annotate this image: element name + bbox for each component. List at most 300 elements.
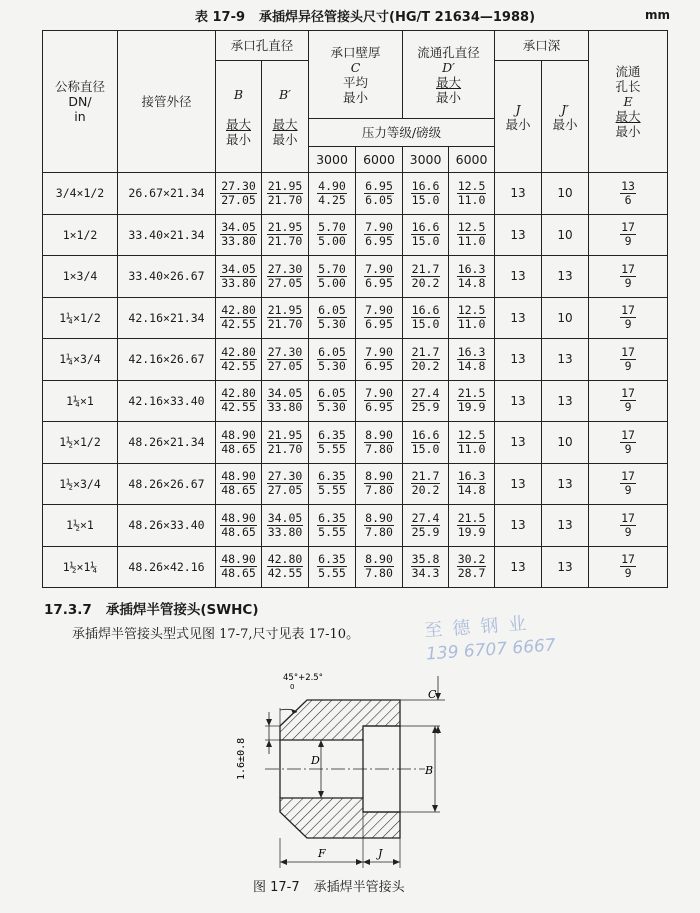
- cell-b-min: 42.55: [221, 400, 256, 415]
- cell-b: [216, 546, 262, 588]
- header-min-e: 最小: [615, 124, 641, 139]
- cell-c-3000: [309, 463, 356, 505]
- cell-c-3000-max: 5.70: [318, 220, 346, 235]
- cell-c-3000-min: 4.25: [318, 192, 346, 207]
- cell-j: 13: [495, 546, 542, 588]
- table-title-text: 承插焊异径管接头尺寸(HG/T 21634—1988): [259, 10, 536, 25]
- cell-dn: 1½×1/2: [43, 422, 118, 464]
- cell-d-6000-max: 16.3: [457, 469, 486, 484]
- cell-c-3000-max: 5.70: [318, 261, 346, 276]
- header-flow-len-l2: 孔长: [615, 79, 641, 94]
- cell-c-6000: [356, 463, 403, 505]
- cell-b-min: 42.55: [221, 358, 256, 373]
- bottom-wall-section: [280, 798, 400, 838]
- cell-d-3000-max: 21.7: [411, 344, 440, 359]
- cell-j: 13: [495, 422, 542, 464]
- table-row: [43, 297, 668, 339]
- cell-d-3000-min: 34.3: [411, 566, 440, 581]
- cell-c-3000-max: 6.35: [318, 552, 346, 567]
- section-heading: [44, 598, 259, 618]
- header-flow-len: [589, 31, 668, 173]
- cell-d-6000: [449, 505, 495, 547]
- cell-j-prime: 13: [542, 505, 589, 547]
- cell-od: 42.16×26.67: [118, 339, 216, 381]
- cell-b-min: 48.65: [221, 483, 256, 498]
- section-title: 承插焊半管接头(SWHC): [105, 602, 259, 618]
- cell-b-max: 42.80: [221, 386, 256, 401]
- cell-e-max: 17: [621, 552, 635, 567]
- cell-e: [589, 380, 668, 422]
- cell-d-3000-min: 20.2: [411, 483, 440, 498]
- cell-c-3000-min: 5.30: [318, 400, 346, 415]
- cell-b-prime-min: 27.05: [267, 358, 303, 373]
- cell-d-3000: [403, 422, 449, 464]
- cell-c-6000-max: 8.90: [365, 469, 393, 484]
- cell-j: 13: [495, 214, 542, 256]
- cell-b-prime-min: 21.70: [267, 192, 303, 207]
- cell-c-6000-max: 7.90: [365, 220, 393, 235]
- cell-b-max: 42.80: [221, 303, 256, 318]
- cell-od: 48.26×21.34: [118, 422, 216, 464]
- table-caption: [40, 6, 690, 28]
- cell-c-3000-max: 6.05: [318, 303, 346, 318]
- cell-j-prime: 13: [542, 546, 589, 588]
- cell-c-3000: [309, 173, 356, 215]
- header-pressure: 压力等级/磅级: [309, 119, 495, 147]
- cell-b-min: 48.65: [221, 441, 256, 456]
- cell-b-max: 48.90: [221, 469, 256, 484]
- cell-c-3000-max: 6.05: [318, 386, 346, 401]
- spec-table: [42, 30, 668, 588]
- cell-e-max: 17: [621, 261, 635, 276]
- cell-j-prime: 10: [542, 422, 589, 464]
- cell-e: [589, 214, 668, 256]
- cell-j: 13: [495, 256, 542, 298]
- table-row: [43, 422, 668, 464]
- cell-d-6000: [449, 214, 495, 256]
- cell-c-3000: [309, 297, 356, 339]
- cell-c-3000: [309, 256, 356, 298]
- cell-d-6000-max: 30.2: [457, 552, 486, 567]
- cell-b: [216, 422, 262, 464]
- header-socket-bore: 承口孔直径: [216, 31, 309, 61]
- cell-j: 13: [495, 463, 542, 505]
- cell-c-3000-min: 5.00: [318, 234, 346, 249]
- cell-j-prime: 10: [542, 173, 589, 215]
- cell-d-6000-max: 16.3: [457, 344, 486, 359]
- cell-e: [589, 173, 668, 215]
- header-j: [495, 61, 542, 173]
- half-coupling-drawing: [225, 668, 475, 873]
- cell-c-6000-max: 7.90: [365, 303, 393, 318]
- cell-b-prime-max: 21.95: [267, 220, 303, 235]
- header-b-min: 最小: [225, 131, 251, 147]
- cell-j-prime: 13: [542, 339, 589, 381]
- header-max-d: 最大: [436, 74, 462, 90]
- header-jp-min: 最小: [552, 116, 578, 132]
- cell-d-3000-max: 27.4: [411, 386, 440, 401]
- cell-od: 48.26×26.67: [118, 463, 216, 505]
- table-row: [43, 546, 668, 588]
- cell-d-3000-max: 16.6: [411, 427, 440, 442]
- cell-d-3000-min: 15.0: [411, 192, 440, 207]
- cell-b-max: 48.90: [221, 510, 256, 525]
- cell-j: 13: [495, 297, 542, 339]
- figure-title: 承插焊半管接头: [313, 880, 405, 895]
- cell-b-prime: [262, 256, 309, 298]
- cell-j-prime: 13: [542, 380, 589, 422]
- cell-b-prime-max: 34.05: [267, 386, 303, 401]
- cell-e-max: 17: [621, 344, 635, 359]
- cell-e-max: 17: [621, 220, 635, 235]
- cell-e-max: 17: [621, 427, 635, 442]
- cell-d-6000-max: 21.5: [457, 386, 486, 401]
- cell-d-6000-min: 28.7: [457, 566, 486, 581]
- label-angle: 45°+2.5°: [283, 673, 323, 683]
- header-c: C: [350, 59, 361, 75]
- header-b-sym: B: [233, 86, 244, 102]
- cell-d-6000-min: 19.9: [457, 400, 486, 415]
- cell-e: [589, 505, 668, 547]
- label-b: B: [425, 764, 434, 777]
- cell-c-3000: [309, 505, 356, 547]
- cell-b-prime-max: 27.30: [267, 344, 303, 359]
- header-class-d3000: 3000: [403, 147, 449, 173]
- watermark: [423, 608, 556, 665]
- cell-c-3000-min: 5.30: [318, 317, 346, 332]
- cell-e-min: 9: [624, 234, 632, 249]
- cell-c-3000-max: 4.90: [318, 178, 346, 193]
- cell-b-min: 48.65: [221, 524, 256, 539]
- cell-od: 42.16×21.34: [118, 297, 216, 339]
- cell-e-max: 17: [621, 386, 635, 401]
- cell-d-6000: [449, 173, 495, 215]
- cell-d-6000: [449, 339, 495, 381]
- header-j-sym: J: [515, 101, 521, 117]
- table-row: [43, 505, 668, 547]
- cell-c-3000: [309, 339, 356, 381]
- header-nominal: [43, 31, 118, 173]
- table-row: [43, 380, 668, 422]
- cell-b-min: 33.80: [221, 275, 256, 290]
- cell-d-6000: [449, 422, 495, 464]
- label-j: J: [378, 847, 383, 860]
- cell-c-6000-max: 7.90: [365, 261, 393, 276]
- cell-c-6000: [356, 380, 403, 422]
- header-flow-bore-label: 流通孔直径: [417, 44, 480, 60]
- cell-b-prime-max: 27.30: [267, 469, 303, 484]
- cell-d-6000-min: 14.8: [457, 275, 486, 290]
- cell-d-3000: [403, 297, 449, 339]
- cell-d-3000-min: 15.0: [411, 441, 440, 456]
- cell-b-prime: [262, 546, 309, 588]
- cell-c-6000: [356, 173, 403, 215]
- cell-d-3000: [403, 380, 449, 422]
- table-row: [43, 173, 668, 215]
- cell-d-3000: [403, 214, 449, 256]
- header-socket-depth: 承口深: [495, 31, 589, 61]
- cell-b: [216, 339, 262, 381]
- cell-e-max: 13: [621, 178, 635, 193]
- body-paragraph: 承插焊半管接头型式见图 17-7,尺寸见表 17-10。: [72, 627, 360, 642]
- cell-b-min: 27.05: [221, 192, 256, 207]
- cell-e-min: 9: [624, 524, 632, 539]
- cell-d-6000-max: 16.3: [457, 261, 486, 276]
- table-title: [40, 6, 690, 25]
- header-j-min: 最小: [505, 116, 531, 132]
- header-nominal-l1: 公称直径: [54, 79, 105, 94]
- cell-c-3000-min: 5.55: [318, 524, 346, 539]
- cell-b-prime-min: 33.80: [267, 524, 303, 539]
- cell-b-min: 33.80: [221, 234, 256, 249]
- cell-b-prime: [262, 339, 309, 381]
- cell-c-3000: [309, 422, 356, 464]
- cell-d-6000-max: 21.5: [457, 510, 486, 525]
- cell-c-3000-max: 6.35: [318, 427, 346, 442]
- cell-d-3000: [403, 256, 449, 298]
- cell-d-3000-max: 16.6: [411, 178, 440, 193]
- cell-c-6000-max: 8.90: [365, 552, 393, 567]
- cell-dn: 1×1/2: [43, 214, 118, 256]
- top-wall-section: [280, 700, 400, 740]
- cell-d-3000-max: 16.6: [411, 220, 440, 235]
- cell-e-max: 17: [621, 510, 635, 525]
- table-row: [43, 256, 668, 298]
- cell-d-6000: [449, 380, 495, 422]
- cell-d-3000-min: 25.9: [411, 400, 440, 415]
- cell-b-prime-min: 21.70: [267, 317, 303, 332]
- cell-d-6000-min: 11.0: [457, 441, 486, 456]
- header-avg: 平均: [343, 74, 369, 90]
- cell-b-prime-min: 33.80: [267, 400, 303, 415]
- cell-d-3000: [403, 173, 449, 215]
- cell-c-6000-min: 6.95: [365, 234, 393, 249]
- cell-b-prime: [262, 214, 309, 256]
- header-nominal-l2: DN/: [68, 94, 92, 109]
- cell-b-min: 48.65: [221, 566, 256, 581]
- cell-c-6000: [356, 546, 403, 588]
- header-b-prime: [262, 61, 309, 173]
- cell-od: 33.40×21.34: [118, 214, 216, 256]
- cell-b: [216, 463, 262, 505]
- header-bp-max: 最大: [272, 116, 298, 132]
- header-class-c6000: 6000: [356, 147, 403, 173]
- cell-d-3000-max: 21.7: [411, 469, 440, 484]
- cell-b-prime-max: 21.95: [267, 303, 303, 318]
- cell-e-min: 9: [624, 275, 632, 290]
- table-row: [43, 463, 668, 505]
- cell-b: [216, 256, 262, 298]
- label-d: D: [311, 754, 320, 767]
- header-max-e: 最大: [615, 109, 641, 124]
- cell-d-6000-min: 11.0: [457, 192, 486, 207]
- cell-b: [216, 505, 262, 547]
- cell-c-3000-max: 6.35: [318, 510, 346, 525]
- cell-e: [589, 339, 668, 381]
- cell-b: [216, 214, 262, 256]
- cell-dn: 1¼×3/4: [43, 339, 118, 381]
- cell-c-3000-min: 5.55: [318, 566, 346, 581]
- cell-c-6000-max: 8.90: [365, 427, 393, 442]
- header-e: E: [623, 94, 633, 109]
- cell-e-min: 9: [624, 441, 632, 456]
- cell-od: 26.67×21.34: [118, 173, 216, 215]
- cell-b-prime: [262, 380, 309, 422]
- header-class-d6000: 6000: [449, 147, 495, 173]
- watermark-line1: 至德钢业: [423, 612, 537, 642]
- cell-d-6000: [449, 297, 495, 339]
- cell-d-3000: [403, 546, 449, 588]
- header-wall: [309, 31, 403, 119]
- cell-c-6000-min: 7.80: [365, 483, 393, 498]
- header-wall-label: 承口壁厚: [330, 44, 381, 60]
- cell-od: 48.26×42.16: [118, 546, 216, 588]
- figure-number: 图 17-7: [253, 880, 300, 895]
- cell-c-6000: [356, 339, 403, 381]
- cell-d-3000-min: 15.0: [411, 317, 440, 332]
- cell-e-min: 9: [624, 400, 632, 415]
- cell-b-prime-min: 27.05: [267, 275, 303, 290]
- section-number: 17.3.7: [44, 602, 92, 618]
- cell-c-6000-max: 7.90: [365, 386, 393, 401]
- cell-dn: 3/4×1/2: [43, 173, 118, 215]
- label-left-dim: 1.6±0.8: [236, 737, 247, 780]
- watermark-line2: 139 6707 6667: [425, 635, 557, 665]
- header-bp-sym: B′: [278, 86, 292, 102]
- cell-od: 33.40×26.67: [118, 256, 216, 298]
- cell-e-min: 9: [624, 483, 632, 498]
- cell-d-3000-min: 15.0: [411, 234, 440, 249]
- header-j-prime: [542, 61, 589, 173]
- cell-dn: 1½×3/4: [43, 463, 118, 505]
- cell-b: [216, 297, 262, 339]
- cell-b-prime-max: 21.95: [267, 427, 303, 442]
- cell-c-3000-min: 5.55: [318, 441, 346, 456]
- cell-j-prime: 10: [542, 214, 589, 256]
- cell-e: [589, 422, 668, 464]
- header-d-prime: D′: [442, 59, 455, 75]
- cell-e: [589, 463, 668, 505]
- cell-c-3000: [309, 546, 356, 588]
- cell-b-prime-min: 21.70: [267, 234, 303, 249]
- table-row: [43, 339, 668, 381]
- cell-c-6000-min: 7.80: [365, 441, 393, 456]
- cell-e: [589, 546, 668, 588]
- cell-d-6000-min: 14.8: [457, 483, 486, 498]
- cell-b: [216, 380, 262, 422]
- cell-e-max: 17: [621, 469, 635, 484]
- cell-dn: 1½×1¼: [43, 546, 118, 588]
- cell-e-min: 9: [624, 358, 632, 373]
- cell-d-6000-min: 19.9: [457, 524, 486, 539]
- cell-b-max: 34.05: [221, 220, 256, 235]
- cell-d-6000-max: 12.5: [457, 220, 486, 235]
- cell-d-3000-min: 20.2: [411, 358, 440, 373]
- cell-d-6000-min: 14.8: [457, 358, 486, 373]
- cell-j-prime: 13: [542, 256, 589, 298]
- header-b-max: 最大: [225, 116, 251, 132]
- cell-b-prime: [262, 173, 309, 215]
- cell-b-prime-max: 27.30: [267, 261, 303, 276]
- cell-b-prime-min: 21.70: [267, 441, 303, 456]
- cell-d-3000-min: 20.2: [411, 275, 440, 290]
- cell-b-max: 48.90: [221, 552, 256, 567]
- table-number: 表 17-9: [194, 10, 246, 25]
- cell-c-3000-min: 5.55: [318, 483, 346, 498]
- header-b: [216, 61, 262, 173]
- cell-d-6000-max: 12.5: [457, 303, 486, 318]
- cell-d-6000-min: 11.0: [457, 234, 486, 249]
- cell-od: 48.26×33.40: [118, 505, 216, 547]
- cell-d-3000: [403, 505, 449, 547]
- cell-j: 13: [495, 173, 542, 215]
- cell-c-3000: [309, 214, 356, 256]
- cell-d-3000-min: 25.9: [411, 524, 440, 539]
- cell-dn: 1¼×1/2: [43, 297, 118, 339]
- cell-dn: 1¼×1: [43, 380, 118, 422]
- cell-c-6000: [356, 297, 403, 339]
- header-flow-bore: [403, 31, 495, 119]
- cell-dn: 1×3/4: [43, 256, 118, 298]
- label-f: F: [318, 847, 326, 860]
- cell-c-6000-min: 6.95: [365, 400, 393, 415]
- cell-c-3000-max: 6.05: [318, 344, 346, 359]
- cell-c-6000-min: 7.80: [365, 566, 393, 581]
- cell-b-prime-max: 21.95: [267, 178, 303, 193]
- cell-c-6000-min: 6.95: [365, 275, 393, 290]
- cell-e-min: 9: [624, 317, 632, 332]
- cell-b-prime: [262, 422, 309, 464]
- cell-b-prime-min: 42.55: [267, 566, 303, 581]
- cell-c-6000-max: 6.95: [365, 178, 393, 193]
- cell-c-3000-min: 5.30: [318, 358, 346, 373]
- cell-d-6000: [449, 546, 495, 588]
- cell-c-3000: [309, 380, 356, 422]
- cell-d-6000-max: 12.5: [457, 427, 486, 442]
- cell-b-prime: [262, 505, 309, 547]
- cell-j: 13: [495, 505, 542, 547]
- header-flow-len-l1: 流通: [615, 64, 641, 79]
- cell-c-6000: [356, 505, 403, 547]
- cell-b-max: 42.80: [221, 344, 256, 359]
- cell-e-min: 9: [624, 566, 632, 581]
- cell-e: [589, 297, 668, 339]
- cell-d-3000: [403, 463, 449, 505]
- cell-d-6000-max: 12.5: [457, 178, 486, 193]
- cell-j-prime: 10: [542, 297, 589, 339]
- cell-c-6000: [356, 422, 403, 464]
- cell-c-6000-max: 7.90: [365, 344, 393, 359]
- cell-d-6000: [449, 256, 495, 298]
- cell-b-prime: [262, 463, 309, 505]
- cell-d-6000: [449, 463, 495, 505]
- cell-d-3000-max: 27.4: [411, 510, 440, 525]
- cell-d-6000-min: 11.0: [457, 317, 486, 332]
- cell-b-min: 42.55: [221, 317, 256, 332]
- header-jp-sym: J′: [561, 101, 569, 117]
- cell-c-3000-max: 6.35: [318, 469, 346, 484]
- header-min-d: 最小: [436, 89, 462, 105]
- header-nominal-l3: in: [74, 109, 86, 124]
- cell-c-6000-min: 7.80: [365, 524, 393, 539]
- cell-c-3000-min: 5.00: [318, 275, 346, 290]
- cell-j-prime: 13: [542, 463, 589, 505]
- cell-b-max: 48.90: [221, 427, 256, 442]
- cell-c-6000: [356, 214, 403, 256]
- cell-b-prime-min: 27.05: [267, 483, 303, 498]
- cell-e: [589, 256, 668, 298]
- cell-b-max: 27.30: [221, 178, 256, 193]
